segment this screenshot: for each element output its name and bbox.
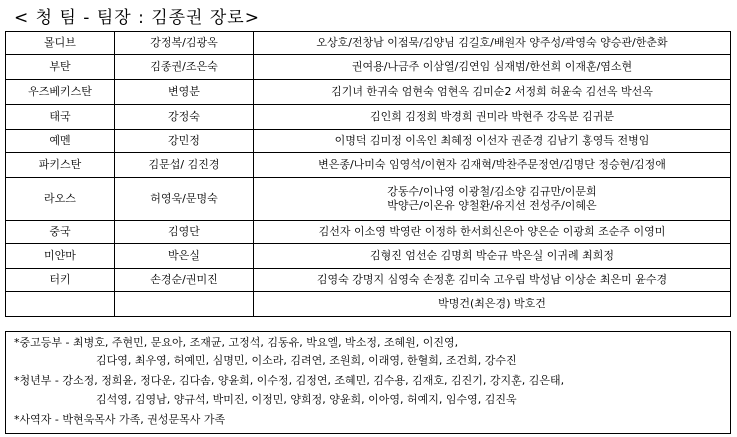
table-row xyxy=(6,269,731,292)
country-cell: 중국 xyxy=(6,221,115,244)
members-line: 박양근/이온유 양철환/유지선 전성주/이혜은 xyxy=(387,199,597,212)
leader-cell: 박은실 xyxy=(115,244,254,269)
country-cell: 부탄 xyxy=(6,55,115,80)
note-youth: *중고등부 - 최병호, 주현민, 문요아, 조재균, 고정석, 김동유, 박요엘, 박소정, 조혜원, 이진영, xyxy=(14,336,459,349)
leader-cell: 강정숙 xyxy=(115,105,254,130)
table-row xyxy=(6,130,731,153)
team-table xyxy=(5,31,731,317)
leader-cell: 김문섭/ 김진경 xyxy=(115,153,254,178)
members-cell: 김선자 이소영 박영란 이정하 한서희신은아 양은순 이광희 조순주 이영미 xyxy=(254,221,731,244)
table-row xyxy=(6,32,731,55)
leader-cell: 강정복/김광옥 xyxy=(115,32,254,55)
members-cell: 권여용/나금주 이삼열/김연임 심재범/한선희 이재훈/염소현 xyxy=(254,55,731,80)
country-cell: 예멘 xyxy=(6,130,115,153)
members-cell: 김기녀 한귀숙 엄현숙 엄현옥 김미순2 서정희 허윤숙 김선옥 박선옥 xyxy=(254,80,731,105)
country-cell xyxy=(6,292,115,317)
leader-cell: 손경순/권미진 xyxy=(115,269,254,292)
country-cell: 미얀마 xyxy=(6,244,115,269)
table-row xyxy=(6,55,731,80)
leader-cell: 허영욱/문명숙 xyxy=(115,178,254,221)
members-cell: 김영숙 강명지 심영숙 손정훈 김미숙 고우림 박성남 이상순 최은미 윤수경 xyxy=(254,269,731,292)
country-cell: 터키 xyxy=(6,269,115,292)
table-row xyxy=(6,221,731,244)
country-cell: 몰디브 xyxy=(6,32,115,55)
leader-cell: 김종권/조은숙 xyxy=(115,55,254,80)
table-row xyxy=(6,244,731,269)
country-cell: 태국 xyxy=(6,105,115,130)
members-cell: 변은종/나미숙 임영석/이현자 김재혁/박찬주문정연/김명단 정승현/김정애 xyxy=(254,153,731,178)
note-youth-cont: 김다영, 최우영, 허예민, 심명민, 이소라, 김려연, 조원희, 이래영, 한혈희, 조건희, 강수진 xyxy=(96,354,517,367)
table-row xyxy=(6,80,731,105)
note-ministers: *사역자 - 박현욱목사 가족, 권성문목사 가족 xyxy=(14,413,226,426)
notes-box xyxy=(5,331,731,434)
page-title: < 청 팀 - 팀장 : 김종권 장로> xyxy=(14,8,260,28)
leader-cell: 강민정 xyxy=(115,130,254,153)
table-row xyxy=(6,178,731,221)
note-young-adults-cont: 김석영, 김영남, 양규석, 박미진, 이정민, 양희정, 양윤희, 이아영, 허예지, 임수영, 김진욱 xyxy=(96,393,517,406)
table-row xyxy=(6,153,731,178)
members-cell: 박명건(최은경) 박호건 xyxy=(254,292,731,317)
table-row xyxy=(6,292,731,317)
leader-cell xyxy=(115,292,254,317)
members-cell: 김인희 김정희 박경희 권미라 박현주 강옥분 김귀분 xyxy=(254,105,731,130)
country-cell: 파키스탄 xyxy=(6,153,115,178)
table-row xyxy=(6,105,731,130)
members-line: 강동수/이나영 이광철/김소양 김규만/이문희 xyxy=(387,185,597,198)
members-cell xyxy=(254,178,731,221)
country-cell: 우즈베키스탄 xyxy=(6,80,115,105)
members-cell: 김형진 엄선순 김명희 박순규 박은실 이귀례 최희정 xyxy=(254,244,731,269)
members-cell: 오상호/전창남 이점묵/김양님 김길호/배원자 양주성/곽영숙 양승관/한춘화 xyxy=(254,32,731,55)
members-cell: 이명덕 김미정 이옥인 최혜정 이선자 권준경 김남기 홍영득 전병임 xyxy=(254,130,731,153)
leader-cell: 김영단 xyxy=(115,221,254,244)
leader-cell: 변영분 xyxy=(115,80,254,105)
note-young-adults: *청년부 - 강소정, 정희윤, 정다운, 김다솜, 양윤희, 이수정, 김정연, 조혜민, 김수용, 김재호, 김진기, 강지훈, 김은태, xyxy=(14,374,565,387)
country-cell: 라오스 xyxy=(6,178,115,221)
